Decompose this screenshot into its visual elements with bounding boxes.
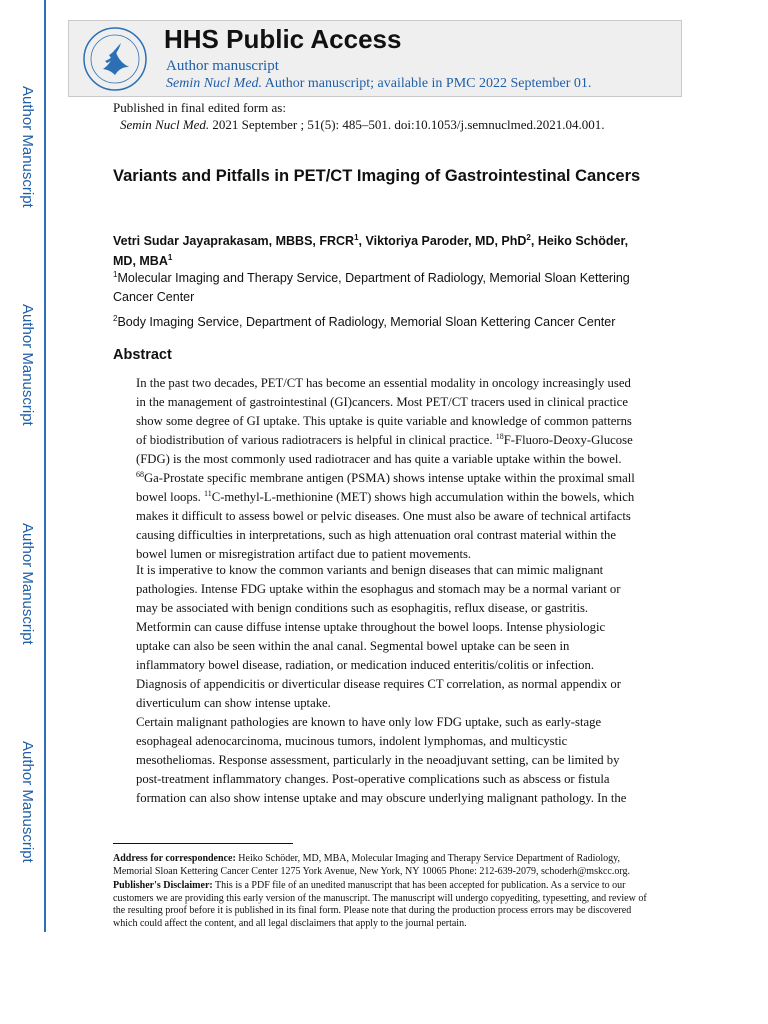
footnote-text: Heiko Schöder, MD, MBA, Molecular Imaging and Therapy Service Department of Radiology, Memorial Sloan Kettering Cancer Center 1275 York Avenue, New York, NY 10065 Phone: 212-639-2079, schoderh@mskcc.org. (113, 853, 631, 877)
isotope-superscript: 68 (136, 470, 144, 479)
author-manuscript-label: Author Manuscript (19, 741, 36, 863)
author-affiliation-marker: 2 (526, 233, 531, 242)
author-manuscript-label: Author Manuscript (19, 86, 36, 208)
footnote-label: Address for correspondence: (113, 853, 236, 864)
isotope-superscript: 18 (495, 432, 504, 441)
paragraph-text: In the past two decades, PET/CT has become an essential modality in oncology increasingly used in the management of gastrointestinal (GI)cancers. Most PET/CT tracers used in clinical practice show some degree of GI uptake. This uptake is quite variable and knowledge of common patterns of biodistribution of various radiotracers is helpful in clinical practice. (136, 376, 632, 447)
citation-journal: Semin Nucl Med. (120, 117, 210, 132)
paragraph-text: F-Fluoro-Deoxy-Glucose (FDG) is the most commonly used radiotracer and has quite a variable uptake within the bowel. (136, 433, 633, 466)
affiliation-text: Molecular Imaging and Therapy Service, Department of Radiology, Memorial Sloan Kettering Cancer Center (113, 271, 630, 304)
correspondence-footnote (113, 853, 653, 878)
margin-rule (44, 0, 46, 932)
author-manuscript-subtitle: Author manuscript (166, 58, 279, 74)
disclaimer-footnote (113, 880, 653, 930)
author-manuscript-label: Author Manuscript (19, 523, 36, 645)
journal-availability (166, 76, 591, 92)
published-label: Published in final edited form as: (113, 100, 286, 115)
isotope-superscript: 11 (204, 489, 212, 498)
author-name: Viktoriya Paroder, MD, PhD (365, 234, 527, 248)
author-affiliation-marker: 1 (354, 233, 359, 242)
footnote-label: Publisher's Disclaimer: (113, 880, 213, 891)
hhs-eagle-seal-icon (81, 25, 149, 93)
affiliation-marker: 1 (113, 270, 118, 279)
journal-name: Semin Nucl Med. (166, 76, 263, 91)
affiliation-marker: 2 (113, 314, 118, 323)
paragraph-text: C-methyl-L-methionine (MET) shows high accumulation within the bowels, which makes it difficult to assess bowel or pelvic diseases. One must also be aware of technical artifacts causing difficulties in interpretations, such as high attenuation oral contrast material within the bowel lumen or misregistration artifact due to patient movements. (136, 490, 635, 561)
footnote-rule (113, 843, 293, 844)
abstract-paragraph: Certain malignant pathologies are known to have only low FDG uptake, such as early-stage esophageal adenocarcinoma, mucinous tumors, indolent lymphomas, and multicystic mesotheliomas. Response assessment, particularly in the neoadjuvant setting, can be limited by post-treatment inflammatory changes. Post-operative complications such as abscess or fistula formation can also show intense uptake and may obscure underlying malignant pathology. In the (136, 715, 627, 805)
availability-text: Author manuscript; available in PMC 2022 September 01. (262, 76, 592, 91)
hhs-header (68, 20, 682, 97)
paragraph-text: Ga-Prostate specific membrane antigen (PSMA) shows intense uptake within the proximal small bowel loops. (136, 471, 635, 504)
affiliation-text: Body Imaging Service, Department of Radiology, Memorial Sloan Kettering Cancer Center (117, 315, 616, 329)
citation-details: 2021 September ; 51(5): 485–501. doi:10.1053/j.semnuclmed.2021.04.001. (209, 117, 605, 132)
citation (120, 117, 605, 133)
affiliation (113, 313, 653, 332)
footnote-text: This is a PDF file of an unedited manuscript that has been accepted for publication. As a service to our customers we are providing this early version of the manuscript. The manuscript will undergo copyediting, typesetting, and review of the resulting proof before it is published in its final form. Please note that during the production process errors may be discovered which could affect the content, and all legal disclaimers that apply to the journal pertain. (113, 880, 647, 929)
hhs-public-access-title: HHS Public Access (164, 24, 402, 54)
abstract-paragraph (136, 374, 636, 564)
author-name: Heiko Schöder, MD, MBA (113, 234, 629, 268)
affiliation (113, 269, 653, 306)
abstract-paragraph: It is imperative to know the common variants and benign diseases that can mimic malignant pathologies. Intense FDG uptake within the esophagus and stomach may be a normal variant or may be associated with benign conditions such as esophagitis, reflux disease, or gastritis. Metformin can cause diffuse intense uptake throughout the bowel loops. Intense physiologic uptake can also be seen within the anal canal. Segmental bowel uptake can be seen in inflammatory bowel disease, radiation, or medication induced enteritis/colitis or infection. Diagnosis of appendicitis or diverticular disease requires CT correlation, as normal appendix or diverticulum can show intense uptake. (136, 563, 621, 710)
author-affiliation-marker: 1 (167, 253, 173, 262)
article-title: Variants and Pitfalls in PET/CT Imaging of Gastrointestinal Cancers (113, 167, 641, 185)
author-manuscript-label: Author Manuscript (19, 304, 36, 426)
author-name: Vetri Sudar Jayaprakasam, MBBS, FRCR (113, 234, 355, 248)
author-list: Vetri Sudar Jayaprakasam, MBBS, FRCR$^1$, Viktoriya Paroder, MD, PhD$^2$, Heiko Schöder, MD, MBA$^1$ (113, 233, 629, 268)
abstract-heading: Abstract (113, 347, 172, 363)
